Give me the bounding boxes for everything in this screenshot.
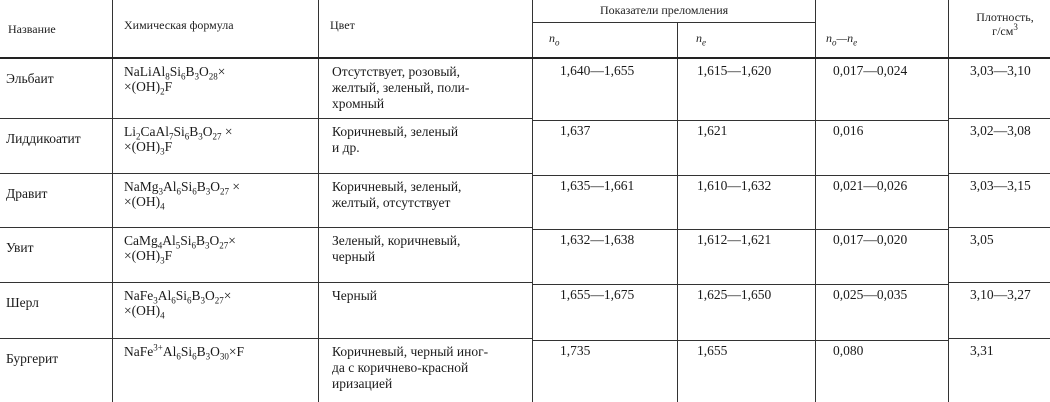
color-line: и др. bbox=[332, 140, 360, 155]
mineral-name: Лиддикоатит bbox=[6, 131, 81, 146]
mineral-name: Увит bbox=[6, 240, 34, 255]
formula-line: $CaMg_4Al_5Si_6B_3O_{27}\times$ bbox=[124, 233, 236, 251]
grid-line bbox=[0, 57, 1050, 59]
formula-line: $\times(OH)_2F$ bbox=[124, 79, 173, 97]
value-diff: 0,016 bbox=[833, 123, 864, 138]
grid-line bbox=[0, 282, 532, 283]
value-no: 1,640—1,655 bbox=[560, 63, 635, 78]
mineral-name: Дравит bbox=[6, 186, 48, 201]
value-density: 3,10—3,27 bbox=[970, 287, 1031, 302]
value-ne: 1,612—1,621 bbox=[697, 232, 772, 247]
grid-line bbox=[948, 118, 1050, 119]
header-no: $n_o$ bbox=[549, 31, 560, 48]
grid-line bbox=[532, 340, 948, 341]
color-line: черный bbox=[332, 249, 376, 264]
grid-line bbox=[948, 227, 1050, 228]
formula-line: $NaFe^{3+}Al_6Si_6B_3O_{30}\times F$ bbox=[124, 342, 244, 362]
value-ne: 1,625—1,650 bbox=[697, 287, 772, 302]
formula-line: $NaMg_3Al_6Si_6B_3O_{27}$ × bbox=[124, 179, 241, 197]
header-color: Цвет bbox=[330, 18, 355, 32]
color-line: да с коричнево-красной bbox=[332, 360, 469, 375]
grid-line bbox=[532, 284, 948, 285]
grid-line bbox=[112, 0, 113, 402]
color-line: желтый, отсутствует bbox=[332, 195, 451, 210]
grid-line bbox=[677, 22, 678, 402]
value-density: 3,05 bbox=[970, 232, 994, 247]
value-diff: 0,080 bbox=[833, 343, 864, 358]
color-line: Коричневый, зеленый bbox=[332, 124, 459, 139]
mineral-name: Шерл bbox=[6, 295, 39, 310]
value-density: 3,02—3,08 bbox=[970, 123, 1031, 138]
color-line: Отсутствует, розовый, bbox=[332, 64, 460, 79]
value-density: 3,03—3,10 bbox=[970, 63, 1031, 78]
formula-line: $Li_2CaAl_7Si_6B_3O_{27}$ × bbox=[124, 124, 233, 142]
formula-line: $\times(OH)_3F$ bbox=[124, 139, 173, 157]
grid-line bbox=[948, 173, 1050, 174]
formula-line: $\times(OH)_4$ bbox=[124, 194, 165, 212]
value-no: 1,632—1,638 bbox=[560, 232, 635, 247]
color-line: Коричневый, зеленый, bbox=[332, 179, 462, 194]
grid-line bbox=[948, 338, 1050, 339]
color-line: хромный bbox=[332, 96, 385, 111]
grid-line bbox=[532, 22, 815, 23]
grid-line bbox=[532, 0, 533, 402]
value-ne: 1,615—1,620 bbox=[697, 63, 772, 78]
grid-line bbox=[0, 173, 532, 174]
header-diff: $n_o—n_e$ bbox=[826, 31, 858, 48]
header-density: Плотность, $г/см^3$ bbox=[976, 10, 1034, 38]
grid-line bbox=[948, 282, 1050, 283]
mineral-name: Бургерит bbox=[6, 351, 59, 366]
value-no: 1,735 bbox=[560, 343, 591, 358]
grid-line bbox=[532, 175, 948, 176]
grid-line bbox=[532, 120, 948, 121]
value-ne: 1,621 bbox=[697, 123, 728, 138]
grid-line bbox=[0, 118, 532, 119]
formula-line: $\times(OH)_4$ bbox=[124, 303, 165, 321]
value-diff: 0,021—0,026 bbox=[833, 178, 908, 193]
color-line: желтый, зеленый, поли- bbox=[332, 80, 470, 95]
value-density: 3,31 bbox=[970, 343, 994, 358]
value-density: 3,03—3,15 bbox=[970, 178, 1031, 193]
header-formula: Химическая формула bbox=[124, 18, 234, 32]
color-line: иризацией bbox=[332, 376, 393, 391]
grid-line bbox=[948, 0, 949, 402]
header-name: Название bbox=[8, 22, 56, 36]
color-line: Зеленый, коричневый, bbox=[332, 233, 461, 248]
grid-line bbox=[318, 0, 319, 402]
value-no: 1,635—1,661 bbox=[560, 178, 635, 193]
value-diff: 0,017—0,020 bbox=[833, 232, 908, 247]
grid-line bbox=[0, 338, 532, 339]
mineral-name: Эльбаит bbox=[6, 71, 54, 86]
header-ne: $n_e$ bbox=[696, 31, 706, 48]
header-refraction: Показатели преломления bbox=[600, 3, 729, 17]
formula-line: $NaFe_3Al_6Si_6B_3O_{27}\times$ bbox=[124, 288, 232, 306]
color-line: Черный bbox=[332, 288, 378, 303]
grid-line bbox=[815, 0, 816, 402]
grid-line bbox=[532, 229, 948, 230]
value-no: 1,655—1,675 bbox=[560, 287, 635, 302]
formula-line: $\times(OH)_3F$ bbox=[124, 248, 173, 266]
grid-line bbox=[0, 227, 532, 228]
value-diff: 0,017—0,024 bbox=[833, 63, 908, 78]
value-ne: 1,655 bbox=[697, 343, 728, 358]
value-diff: 0,025—0,035 bbox=[833, 287, 908, 302]
value-no: 1,637 bbox=[560, 123, 591, 138]
formula-line: $NaLiAl_8Si_6B_3O_{28}\times$ bbox=[124, 64, 226, 82]
value-ne: 1,610—1,632 bbox=[697, 178, 772, 193]
color-line: Коричневый, черный иног- bbox=[332, 344, 489, 359]
